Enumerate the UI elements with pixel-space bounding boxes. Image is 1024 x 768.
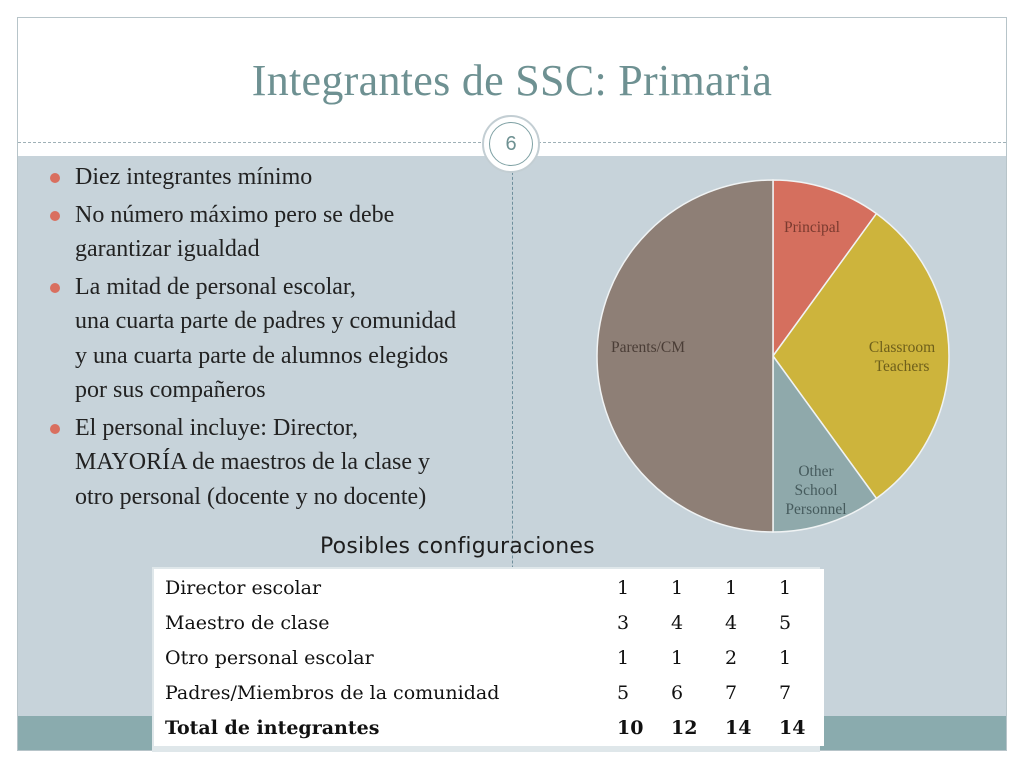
total-cell: 12 <box>661 710 715 745</box>
table-cell: 1 <box>661 640 715 675</box>
table-row <box>155 675 823 710</box>
total-cell: 10 <box>607 710 661 745</box>
table-cell: 4 <box>715 605 769 640</box>
bullet-line: y una cuarta parte de alumnos elegidos <box>75 342 449 369</box>
row-label: Director escolar <box>155 570 607 605</box>
total-label: Total de integrantes <box>155 710 607 745</box>
row-label: Padres/Miembros de la comunidad <box>155 675 607 710</box>
bullet-line: garantizar igualdad <box>75 236 260 262</box>
row-label: Maestro de clase <box>155 605 607 640</box>
bullet-line: por sus compañeros <box>75 377 266 403</box>
pie-label: Principal <box>784 219 840 236</box>
table-cell: 1 <box>769 570 823 605</box>
bullet-line: otro personal (docente y no docente) <box>75 483 427 510</box>
bullet-line: La mitad de personal escolar, <box>75 273 356 300</box>
total-cell: 14 <box>769 710 823 745</box>
table-cell: 1 <box>715 570 769 605</box>
table-cell: 1 <box>607 640 661 675</box>
pie-label: Parents/CM <box>610 339 686 356</box>
bullet-item <box>48 198 548 267</box>
bullet-item <box>48 270 548 408</box>
table-cell: 7 <box>715 675 769 710</box>
bullet-list <box>48 160 548 517</box>
bullet-line: El personal incluye: Director, <box>75 414 358 441</box>
table-cell: 4 <box>661 605 715 640</box>
bullet-dot-icon <box>50 424 60 434</box>
pie-chart <box>590 170 960 545</box>
bullet-item <box>48 411 548 515</box>
pie-label: Classroom Teachers <box>868 339 936 375</box>
bullet-line: No número máximo pero se debe <box>75 201 395 228</box>
table-cell: 2 <box>715 640 769 675</box>
configurations-table <box>154 569 824 746</box>
table-row <box>155 640 823 675</box>
table-caption: Posibles configuraciones <box>320 534 595 559</box>
table-cell: 5 <box>769 605 823 640</box>
table-cell: 5 <box>607 675 661 710</box>
table-cell: 1 <box>769 640 823 675</box>
pie-slice-parents-cm <box>597 180 773 532</box>
table-cell: 1 <box>661 570 715 605</box>
table-cell: 3 <box>607 605 661 640</box>
bullet-item <box>48 160 548 195</box>
table-cell: 7 <box>769 675 823 710</box>
bullet-dot-icon <box>50 173 60 183</box>
table-cell: 1 <box>607 570 661 605</box>
table-row <box>155 570 823 605</box>
table-row <box>155 605 823 640</box>
bullet-dot-icon <box>50 211 60 221</box>
bullet-dot-icon <box>50 283 60 293</box>
row-label: Otro personal escolar <box>155 640 607 675</box>
slide-title: Integrantes de SSC: Primaria <box>251 56 773 105</box>
total-cell: 14 <box>715 710 769 745</box>
table-cell: 6 <box>661 675 715 710</box>
table-total-row <box>155 710 823 745</box>
pie-label: Other School Personnel <box>785 463 847 518</box>
bullet-line: Diez integrantes mínimo <box>75 164 313 190</box>
pie-chart-svg <box>590 170 960 545</box>
bullet-line: MAYORÍA de maestros de la clase y <box>75 449 431 475</box>
bullet-line: una cuarta parte de padres y comunidad <box>75 308 457 334</box>
page-number: 6 <box>489 122 533 166</box>
